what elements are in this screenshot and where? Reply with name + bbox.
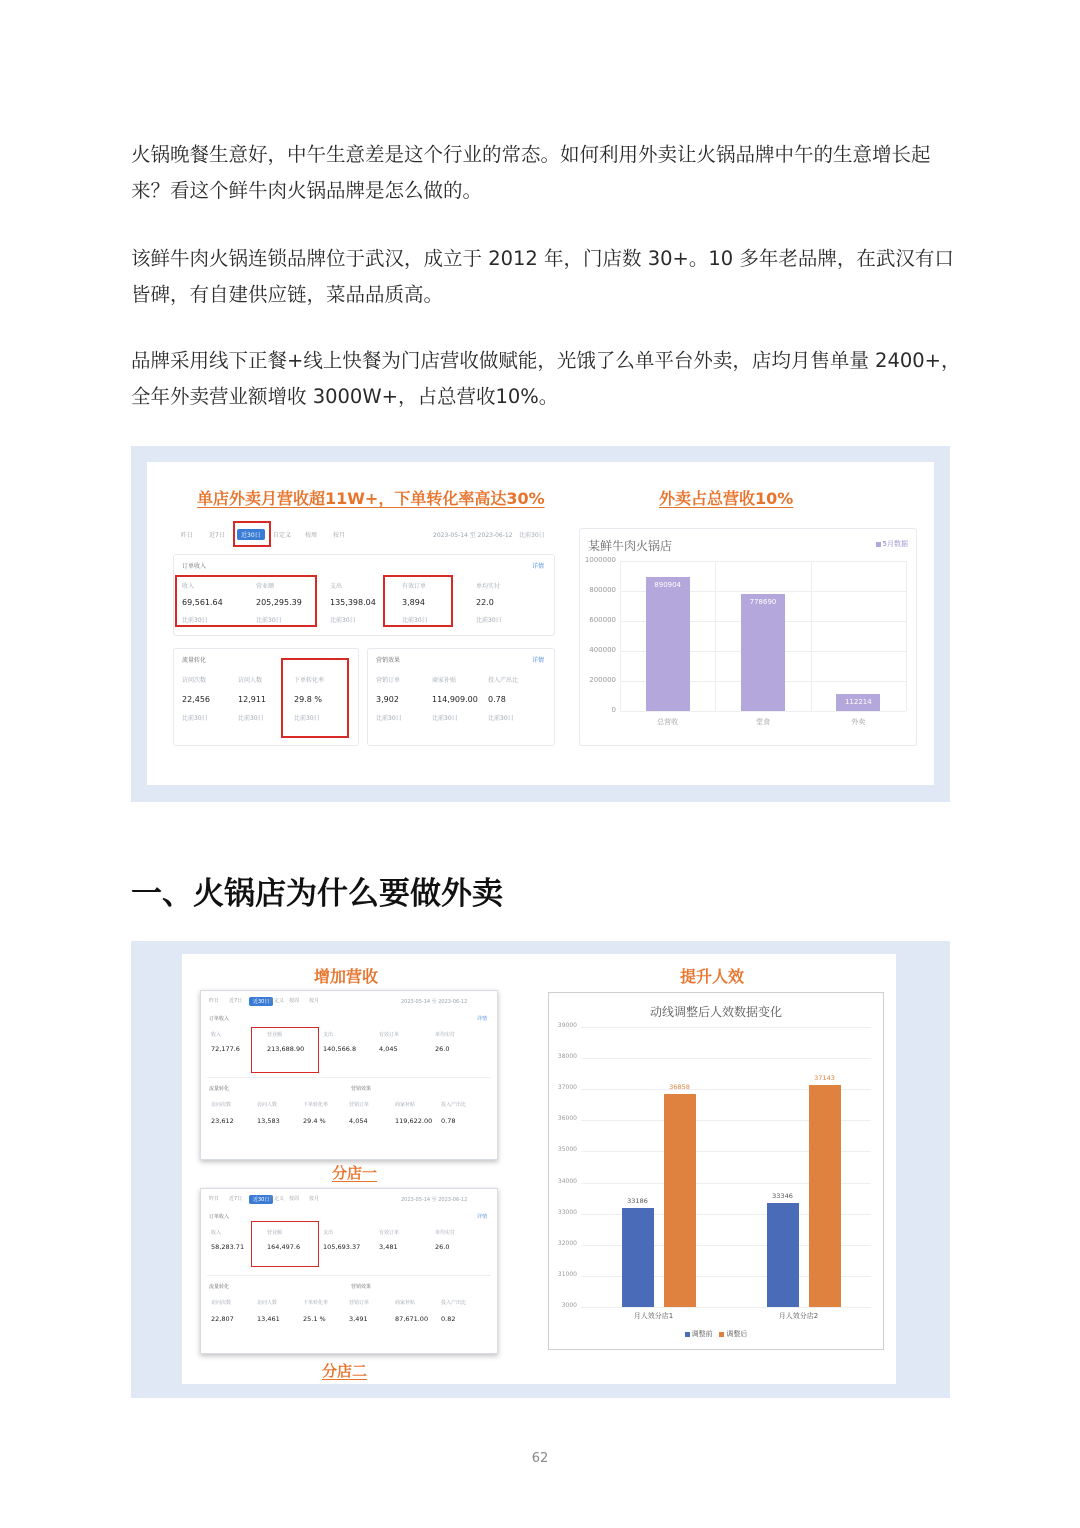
- bar-value-label: 112214: [844, 698, 872, 707]
- traffic-section-title: 流量转化: [182, 657, 207, 664]
- metric-value-turnover: 205,295.39: [256, 598, 302, 607]
- tab-week[interactable]: 按周: [305, 532, 318, 539]
- figure-2: [131, 941, 950, 1398]
- intro-paragraph-3: 品牌采用线下正餐+线上快餐为门店营收做赋能，光饿了么单平台外卖，店均月售单量 2400+，全年外卖营业额增收 3000W+，占总营收10%。: [131, 349, 961, 408]
- metric-label: 有效订单: [402, 583, 427, 590]
- tab-yesterday[interactable]: 昨日: [181, 532, 194, 539]
- metric-sub: 比前30日: [376, 715, 402, 722]
- metric-value: 26.0: [435, 1243, 450, 1251]
- marketing-section-title: 营销效果: [376, 657, 401, 664]
- tab-month[interactable]: 按月: [333, 532, 346, 539]
- metric-label: 有效订单: [379, 1230, 400, 1236]
- tab[interactable]: 近30日: [249, 1195, 273, 1204]
- metric-value: 119,622.00: [395, 1117, 433, 1125]
- metric-sub: 比前30日: [402, 617, 428, 624]
- tab[interactable]: 按周: [289, 998, 300, 1004]
- gridline: [620, 711, 906, 712]
- y-tick-label: 37000: [557, 1084, 577, 1092]
- shop-1-caption: 分店一: [332, 1164, 378, 1182]
- detail-link: 详情: [477, 1214, 488, 1220]
- chart-1-title: 某鲜牛肉火锅店: [588, 539, 673, 553]
- tab[interactable]: 按月: [309, 1196, 320, 1202]
- metric-value: 23,612: [211, 1117, 234, 1125]
- metric-label: 访问次数: [211, 1300, 232, 1306]
- metric-label: 营业额: [267, 1032, 283, 1038]
- marketing-section-title: 营销效果: [351, 1284, 372, 1290]
- divider: [207, 1275, 491, 1276]
- date-range: 2023-05-14 至 2023-06-12: [433, 532, 513, 539]
- highlight-tab-30d: [233, 521, 271, 547]
- divider: [207, 1077, 491, 1078]
- metric-sub: 比前30日: [476, 617, 502, 624]
- metric-label: 下单转化率: [294, 677, 325, 684]
- metric-value-valid-orders: 3,894: [402, 598, 425, 607]
- metric-sub: 比前30日: [488, 715, 514, 722]
- metric-label: 投入产出比: [488, 677, 519, 684]
- x-tick-label: 月人效分店1: [633, 1312, 674, 1320]
- metric-sub: 比前30日: [182, 715, 208, 722]
- metric-value: 26.0: [435, 1045, 450, 1053]
- tab[interactable]: 近30日: [249, 997, 273, 1006]
- y-tick-label: 33000: [557, 1208, 577, 1216]
- y-tick-label: 39000: [557, 1022, 577, 1029]
- date-range: 2023-05-14 至 2023-06-12: [401, 1197, 468, 1203]
- traffic-section-title: 流量转化: [209, 1284, 230, 1290]
- bar-value-label: 33346: [772, 1191, 793, 1200]
- bar-before: [622, 1208, 654, 1307]
- metric-value: 13,461: [257, 1315, 280, 1323]
- marketing-section-title: 营销效果: [351, 1086, 372, 1092]
- metric-sub: 比前30日: [294, 715, 320, 722]
- y-tick-label: 34000: [557, 1177, 577, 1185]
- figure-1-canvas: [147, 462, 934, 785]
- chart-1-legend-label: 5月数据: [882, 540, 908, 548]
- metric-value-visits: 22,456: [182, 695, 210, 704]
- y-tick-label: 400000: [589, 646, 616, 654]
- y-tick-label: 32000: [557, 1239, 577, 1247]
- orders-section-title: 订单收入: [209, 1214, 230, 1220]
- shop-1-content: [201, 991, 497, 1159]
- metric-value: 0.78: [441, 1117, 456, 1125]
- bar-value-label: 36858: [669, 1082, 690, 1091]
- metric-label: 访问次数: [182, 677, 207, 684]
- metric-label: 单均实付: [435, 1032, 456, 1038]
- metric-value: 3,481: [379, 1243, 398, 1251]
- metric-label: 投入产出比: [441, 1300, 467, 1306]
- metric-label: 营销订单: [349, 1300, 370, 1306]
- y-tick-label: 38000: [557, 1053, 577, 1061]
- bar-value-label: 37143: [814, 1073, 835, 1082]
- metric-value: 13,583: [257, 1117, 280, 1125]
- highlight-conversion: [281, 658, 349, 738]
- chart-2-title: 动线调整后人效数据变化: [649, 1005, 782, 1019]
- metric-label: 下单转化率: [303, 1102, 329, 1108]
- intro-paragraph-2: 该鲜牛肉火锅连锁品牌位于武汉，成立于 2012 年，门店数 30+。10 多年老品牌，在武汉有口皆碑，有自建供应链，菜品品质高。: [131, 247, 954, 306]
- bar-value-label: 890904: [654, 581, 682, 590]
- metric-value-expense: 135,398.04: [330, 598, 376, 607]
- v-gridline: [906, 561, 907, 711]
- tab[interactable]: 按周: [289, 1196, 300, 1202]
- bar: [741, 594, 785, 711]
- v-gridline: [620, 561, 621, 711]
- metric-label: 单均实付: [435, 1230, 456, 1236]
- x-tick-label: 总营收: [657, 718, 679, 726]
- metric-value-roi: 0.78: [488, 695, 506, 704]
- y-tick-label: 200000: [589, 676, 616, 684]
- y-tick-label: 3000: [561, 1302, 577, 1309]
- metric-value: 22,807: [211, 1315, 234, 1323]
- metric-label: 单均实付: [476, 583, 501, 590]
- metric-label: 投入产出比: [441, 1102, 467, 1108]
- metric-label: 有效订单: [379, 1032, 400, 1038]
- metric-value-marketing-orders: 3,902: [376, 695, 399, 704]
- revenue-bar-chart: [579, 528, 917, 746]
- efficiency-bar-chart: [548, 992, 884, 1350]
- tab[interactable]: 自定义: [269, 1196, 285, 1202]
- chart-2-legend: [549, 1329, 883, 1339]
- metric-label: 下单转化率: [303, 1300, 329, 1306]
- legend-swatch-after: [719, 1332, 724, 1337]
- metric-sub: 比前30日: [330, 617, 356, 624]
- metric-label: 营业额: [256, 583, 275, 590]
- metric-label: 支出: [323, 1032, 334, 1038]
- gridline: [581, 1307, 871, 1308]
- metric-label: 营销订单: [376, 677, 401, 684]
- bar-value-label: 778690: [749, 598, 777, 607]
- x-tick-label: 外卖: [851, 718, 866, 726]
- legend-after-label: 调整后: [726, 1330, 748, 1338]
- section-heading: 一、火锅店为什么要做外卖: [131, 876, 503, 912]
- gridline: [620, 561, 906, 562]
- marketing-card: [367, 648, 555, 746]
- metric-label: 营业额: [267, 1230, 283, 1236]
- legend-swatch-before: [685, 1332, 690, 1337]
- metric-value: 164,497.6: [267, 1243, 301, 1251]
- tab-7d[interactable]: 近7日: [209, 532, 225, 539]
- y-tick-label: 35000: [557, 1146, 577, 1154]
- v-gridline: [715, 561, 716, 711]
- highlight-valid-orders: [383, 575, 453, 627]
- metric-value: 4,054: [349, 1117, 368, 1125]
- metric-value: 105,693.37: [323, 1243, 361, 1251]
- highlight-shop-2-turnover: [251, 1221, 319, 1267]
- metric-value-income: 69,561.64: [182, 598, 223, 607]
- date-range: 2023-05-14 至 2023-06-12: [401, 999, 468, 1005]
- metric-label: 访问人数: [257, 1300, 278, 1306]
- gridline: [581, 1058, 871, 1059]
- legend-before-label: 调整前: [691, 1330, 713, 1338]
- figure-1-left-title: 单店外卖月营收超11W+，下单转化率高达30%: [197, 489, 545, 508]
- orders-detail-link[interactable]: 详情: [532, 563, 545, 570]
- metric-value: 25.1 %: [303, 1315, 326, 1323]
- metric-label: 收入: [211, 1230, 222, 1236]
- bar: [646, 577, 690, 711]
- metric-value-avg-paid: 22.0: [476, 598, 494, 607]
- metric-sub: 比前30日: [182, 617, 208, 624]
- metric-value: 140,566.8: [323, 1045, 357, 1053]
- tab[interactable]: 近7日: [229, 998, 243, 1004]
- orders-section-title: 订单收入: [182, 563, 207, 570]
- metric-label: 支出: [330, 583, 343, 590]
- metric-label: 访问次数: [211, 1102, 232, 1108]
- metric-label: 营销订单: [349, 1102, 370, 1108]
- bar-after: [809, 1085, 841, 1307]
- metric-label: 访问人数: [257, 1102, 278, 1108]
- x-tick-label: 月人效分店2: [778, 1312, 819, 1320]
- legend-swatch: [876, 542, 881, 547]
- y-tick-label: 31000: [557, 1270, 577, 1278]
- figure-1: [131, 446, 950, 802]
- traffic-section-title: 流量转化: [209, 1086, 230, 1092]
- y-tick-label: 600000: [589, 616, 616, 624]
- tab-30d[interactable]: 近30日: [237, 529, 265, 540]
- tab[interactable]: 近7日: [229, 1196, 243, 1202]
- tab[interactable]: 昨日: [209, 998, 220, 1004]
- figure-2-canvas: [182, 954, 896, 1384]
- orders-section-title: 订单收入: [209, 1016, 230, 1022]
- metric-label: 商家补贴: [395, 1102, 416, 1108]
- highlight-income-turnover: [175, 575, 317, 627]
- metric-label: 支出: [323, 1230, 334, 1236]
- tab-custom[interactable]: 自定义: [273, 532, 292, 539]
- metric-value: 213,688.90: [267, 1045, 305, 1053]
- intro-paragraph-1: 火锅晚餐生意好，中午生意差是这个行业的常态。如何利用外卖让火锅品牌中午的生意增长起来？看这个鲜牛肉火锅品牌是怎么做的。: [131, 143, 931, 202]
- tab[interactable]: 按月: [309, 998, 320, 1004]
- metric-value: 58,283.71: [211, 1243, 245, 1251]
- figure-1-right-title: 外卖占总营收10%: [659, 489, 794, 508]
- y-tick-label: 1000000: [584, 556, 616, 564]
- metric-label: 收入: [211, 1032, 222, 1038]
- metric-label: 收入: [182, 583, 195, 590]
- shop-2-content: [201, 1189, 497, 1353]
- marketing-detail-link[interactable]: 详情: [532, 657, 545, 664]
- metric-value-subsidy: 114,909.00: [432, 695, 478, 704]
- metric-sub: 比前30日: [238, 715, 264, 722]
- metric-value-visitors: 12,911: [238, 695, 266, 704]
- tab[interactable]: 昨日: [209, 1196, 220, 1202]
- metric-value: 87,671.00: [395, 1315, 429, 1323]
- shop-1-dashboard: [200, 990, 498, 1160]
- bar-after: [664, 1094, 696, 1307]
- metric-sub: 比前30日: [432, 715, 458, 722]
- metric-label: 商家补贴: [432, 677, 457, 684]
- detail-link: 详情: [477, 1016, 488, 1022]
- metric-label: 商家补贴: [395, 1300, 416, 1306]
- figure-2-right-title: 提升人效: [680, 967, 745, 986]
- gridline: [581, 1027, 871, 1028]
- metric-value-conversion: 29.8 %: [294, 695, 322, 704]
- y-tick-label: 36000: [557, 1115, 577, 1123]
- metric-value: 0.82: [441, 1315, 456, 1323]
- y-tick-label: 0: [611, 706, 616, 714]
- y-tick-label: 800000: [589, 586, 616, 594]
- metric-value: 4,045: [379, 1045, 398, 1053]
- shop-2-dashboard: [200, 1188, 498, 1354]
- page-number: 62: [531, 1451, 549, 1466]
- highlight-shop-1-turnover: [251, 1027, 319, 1073]
- bar-value-label: 33186: [627, 1196, 648, 1205]
- metric-value: 29.4 %: [303, 1117, 326, 1125]
- x-tick-label: 堂食: [755, 718, 770, 726]
- compare-select[interactable]: 比前30日: [519, 532, 545, 539]
- metric-value: 3,491: [349, 1315, 368, 1323]
- shop-2-caption: 分店二: [322, 1362, 368, 1380]
- tab[interactable]: 自定义: [269, 998, 285, 1004]
- v-gridline: [811, 561, 812, 711]
- metric-sub: 比前30日: [256, 617, 282, 624]
- chart-1-legend: [876, 539, 908, 549]
- metric-label: 访问人数: [238, 677, 263, 684]
- bar-before: [767, 1203, 799, 1307]
- metric-value: 72,177.6: [211, 1045, 240, 1053]
- figure-2-left-title: 增加营收: [314, 967, 379, 986]
